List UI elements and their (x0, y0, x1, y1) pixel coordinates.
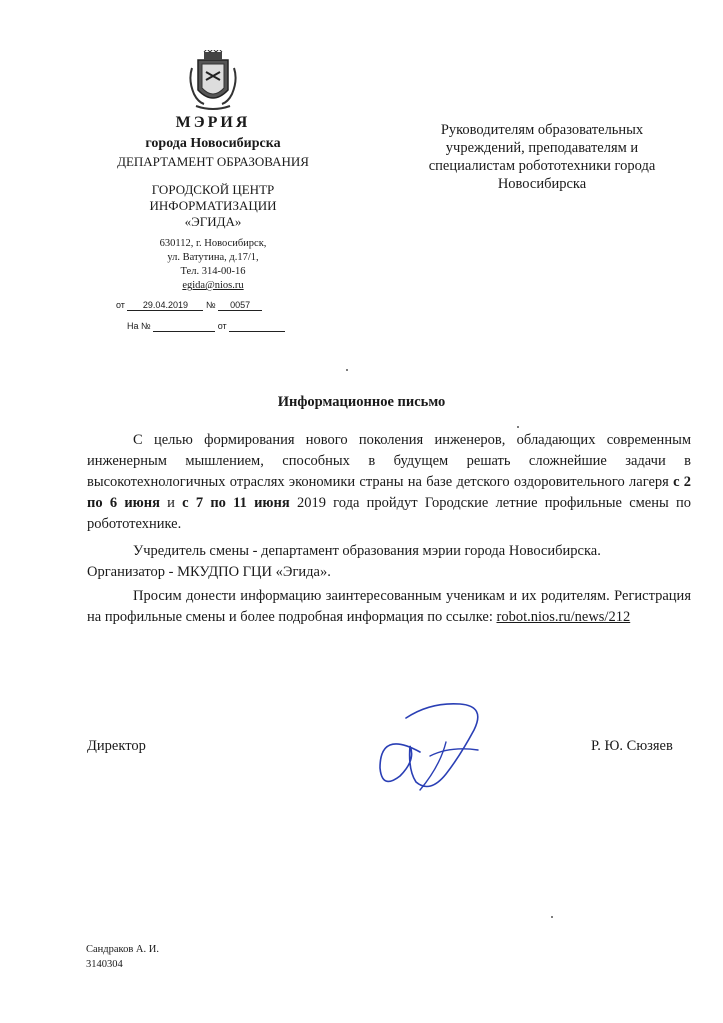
address-line2: ул. Ватутина, д.17/1, (167, 252, 259, 263)
paragraph-2 (87, 541, 691, 583)
executor-phone: 3140304 (86, 959, 123, 970)
executor-block (86, 942, 159, 972)
p1-text-end: 2019 года пройдут Городские летние профильные смены по робототехнике. (87, 495, 691, 532)
mayoralty-title: МЭРИЯ (175, 114, 251, 131)
department-name: ДЕПАРТАМЕНТ ОБРАЗОВАНИЯ (117, 154, 309, 169)
number-label: № (205, 300, 216, 310)
phone-line: Тел. 314-00-16 (180, 266, 246, 277)
reply-from-label: от (217, 321, 227, 331)
paragraph-3 (87, 586, 691, 628)
center-name-line1: ГОРОДСКОЙ ЦЕНТР (151, 182, 275, 197)
reply-number-field (153, 321, 215, 332)
scan-speck (346, 369, 348, 371)
handwritten-signature (360, 690, 500, 800)
letter-title: Информационное письмо (277, 394, 446, 410)
email-link[interactable]: egida@nios.ru (182, 280, 244, 291)
recipient-block: Руководителям образовательных учреждений, преподавателям и специалистам робототехники города Новосибирска (428, 122, 656, 192)
p3-text: Просим донести информацию заинтересованным ученикам и их родителям. Регистрация на профильные смены и более подробная информация по ссылке: (87, 588, 691, 625)
first-shift-dates: с 2 по 6 июня (87, 474, 691, 511)
organizer-line: Организатор - МКУДПО ГЦИ «Эгида». (87, 564, 331, 580)
center-name-line2: ИНФОРМАТИЗАЦИИ (149, 198, 277, 213)
reply-label: На № (127, 321, 151, 331)
city-name: города Новосибирска (145, 136, 281, 151)
p1-conjunction: и (159, 495, 183, 511)
signatory-name: Р. Ю. Сюзяев (591, 738, 673, 754)
center-name-line3: «ЭГИДА» (184, 214, 242, 229)
from-label: от (116, 300, 125, 310)
registration-link[interactable]: robot.nios.ru/news/212 (496, 609, 631, 625)
reply-date-field (229, 321, 285, 332)
scan-speck (517, 426, 519, 428)
founder-line: Учредитель смены - департамент образования мэрии города Новосибирска. (133, 543, 601, 559)
coat-of-arms-icon (188, 50, 238, 114)
letter-number: 0057 (218, 300, 262, 311)
executor-name: Сандраков А. И. (86, 944, 159, 955)
p1-text-start: С целью формирования нового поколения инженеров, обладающих современным инженерным мышлением, способных в будущем решать сложнейшие задачи в высокотехнологичных отраслях экономики страны на базе детского оздоровительного лагеря (87, 432, 691, 490)
address-line1: 630112, г. Новосибирск, (159, 238, 267, 249)
second-shift-dates: с 7 по 11 июня (182, 495, 290, 511)
paragraph-1 (87, 430, 691, 535)
outgoing-reference (116, 300, 262, 311)
incoming-reference (127, 321, 285, 332)
letter-date: 29.04.2019 (127, 300, 203, 311)
signatory-role: Директор (87, 738, 146, 754)
scan-speck (551, 916, 553, 918)
